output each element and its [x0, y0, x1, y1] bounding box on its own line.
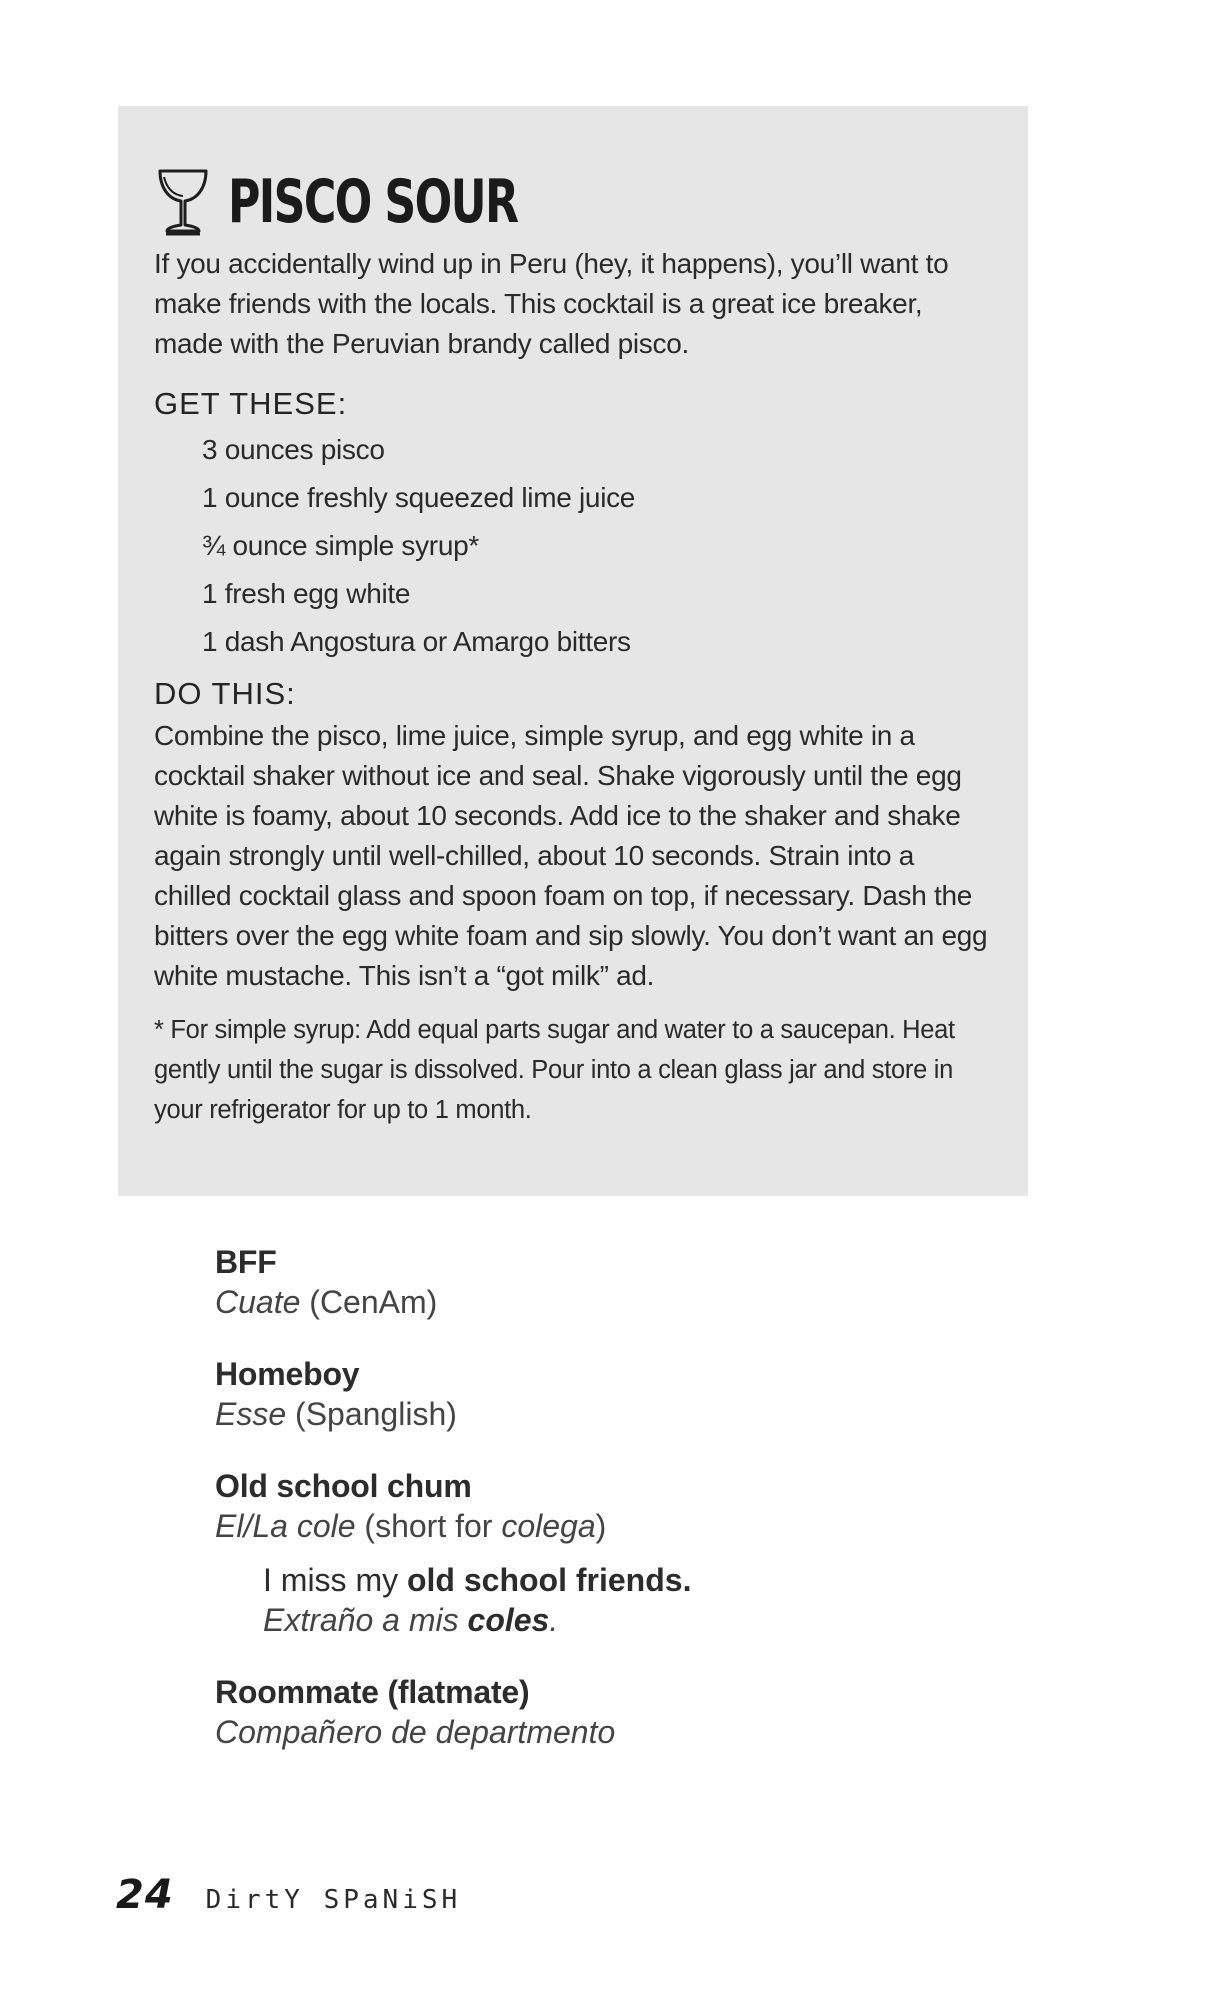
phrase-translation	[215, 1282, 1015, 1322]
phrase-translation	[215, 1506, 1015, 1546]
example-english	[263, 1560, 1015, 1600]
translation-italic: Compañero de departmento	[215, 1714, 616, 1750]
example-english-bold: old school friends.	[406, 1562, 692, 1598]
phrase-entry	[215, 1466, 1015, 1640]
phrase-entry	[215, 1672, 1015, 1752]
recipe-title: PISCO SOUR	[228, 167, 518, 237]
recipe-intro: If you accidentally wind up in Peru (hey, it happens), you’ll want to make friends with the locals. This cocktail is a great ice breaker, made with the Peruvian brandy called pisco.	[154, 248, 949, 359]
page-footer	[116, 1872, 461, 1918]
example-spanish-text: Extraño a mis	[263, 1602, 468, 1638]
example-english-text: I miss my	[263, 1562, 407, 1598]
ingredient-item: 1 fresh egg white	[202, 578, 411, 609]
phrase-term: BFF	[215, 1244, 277, 1280]
phrase-list	[215, 1242, 1015, 1784]
translation-italic: El/La cole	[215, 1508, 356, 1544]
cocktail-glass-icon	[154, 165, 212, 239]
phrase-translation	[215, 1394, 1015, 1434]
translation-close: )	[595, 1508, 607, 1544]
page-number: 24	[116, 1872, 174, 1918]
simple-syrup-footnote: * For simple syrup: Add equal parts sugar and water to a saucepan. Heat gently until the sugar is dissolved. Pour into a clean glass jar and store in your refrigerator for up to 1 month.	[154, 1016, 955, 1124]
running-book-title: DirtY SPaNiSH	[205, 1885, 462, 1915]
translation-note: (CenAm)	[300, 1284, 438, 1320]
get-these-heading: GET THESE:	[154, 386, 348, 421]
ingredient-item: ¾ ounce simple syrup*	[202, 530, 479, 561]
example-spanish-end: .	[549, 1602, 559, 1638]
translation-note: (Spanglish)	[286, 1396, 457, 1432]
ingredient-item: 1 ounce freshly squeezed lime juice	[202, 482, 636, 513]
phrase-term: Old school chum	[215, 1468, 472, 1504]
translation-italic: Cuate	[215, 1284, 301, 1320]
recipe-directions: Combine the pisco, lime juice, simple syrup, and egg white in a cocktail shaker without ice and seal. Shake vigorously until the egg white is foamy, about 10 seconds. Add ice to the shaker and shake again strongly until well-chilled, about 10 seconds. Strain into a chilled cocktail glass and spoon foam on top, if necessary. Dash the bitters over the egg white foam and sip slowly. You don’t want an egg white mustache. This isn’t a “got milk” ad.	[154, 720, 988, 991]
phrase-translation	[215, 1712, 1015, 1752]
phrase-entry	[215, 1354, 1015, 1434]
phrase-entry	[215, 1242, 1015, 1322]
do-this-heading: DO THIS:	[154, 676, 296, 711]
translation-italic-secondary: colega	[501, 1508, 596, 1544]
phrase-example	[215, 1560, 1015, 1640]
translation-italic: Esse	[215, 1396, 287, 1432]
phrase-term: Homeboy	[215, 1356, 360, 1392]
example-spanish	[263, 1600, 1015, 1640]
ingredient-item: 3 ounces pisco	[202, 434, 385, 465]
translation-note: (short for	[355, 1508, 502, 1544]
recipe-title-row	[154, 162, 992, 242]
ingredient-item: 1 dash Angostura or Amargo bitters	[202, 626, 631, 657]
example-spanish-bold: coles	[467, 1602, 550, 1638]
ingredient-list	[154, 426, 992, 666]
recipe-sidebar-box	[118, 106, 1028, 1196]
phrase-term: Roommate (flatmate)	[215, 1674, 530, 1710]
